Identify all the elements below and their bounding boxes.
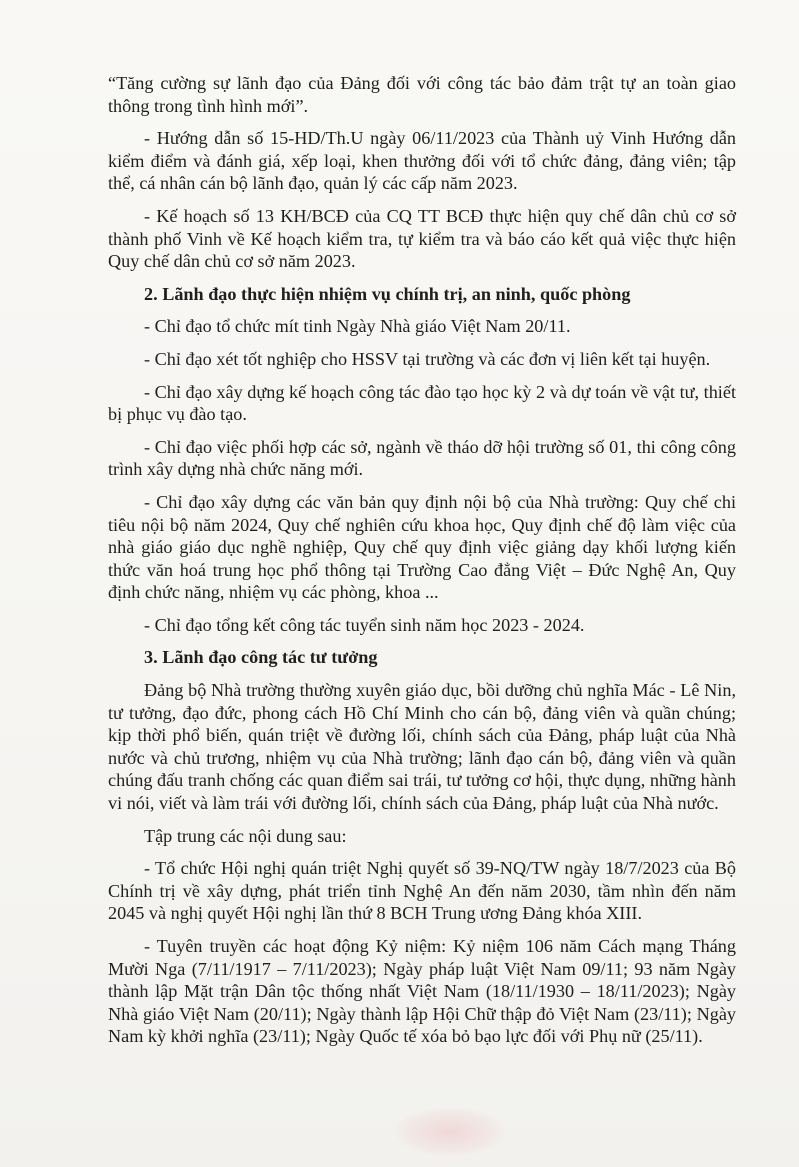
section3-focus: Tập trung các nội dung sau:	[144, 825, 347, 846]
continuation-paragraph: “Tăng cường sự lãnh đạo của Đảng đối với công tác bảo đảm trật tự an toàn giao thông trong tình hình mới”.	[108, 73, 736, 116]
section2-item: - Chỉ đạo xây dựng các văn bản quy định nội bộ của Nhà trường: Quy chế chi tiêu nội bộ năm 2024, Quy chế nghiên cứu khoa học, Quy định chế độ làm việc của nhà giáo giáo dục nghề nghiệp, Quy chế quy định việc giảng dạy khối lượng kiến thức văn hoá trung học phổ thông tại Trường Cao đẳng Việt – Đức Nghệ An, Quy định chức năng, nhiệm vụ các phòng, khoa ...	[108, 491, 736, 603]
section2-item: - Chỉ đạo tổng kết công tác tuyển sinh năm học 2023 - 2024.	[144, 614, 585, 635]
section3-heading: 3. Lãnh đạo công tác tư tưởng	[144, 647, 378, 668]
section3-item: - Tổ chức Hội nghị quán triệt Nghị quyết số 39-NQ/TW ngày 18/7/2023 của Bộ Chính trị về xây dựng, phát triển tỉnh Nghệ An đến năm 2030, tầm nhìn đến năm 2045 và nghị quyết Hội nghị lần thứ 8 BCH Trung ương Đảng khóa XIII.	[108, 858, 736, 924]
section2-item: - Chỉ đạo việc phối hợp các sở, ngành về tháo dỡ hội trường số 01, thi công công trình xây dựng nhà chức năng mới.	[108, 436, 736, 480]
section3-item: - Tuyên truyền các hoạt động Kỷ niệm: Kỷ niệm 106 năm Cách mạng Tháng Mười Nga (7/11/1917 – 7/11/2023); Ngày pháp luật Việt Nam 09/11; 93 năm Ngày thành lập Mặt trận Dân tộc thống nhất Việt Nam (18/11/1930 – 18/11/2023); Ngày Nhà giáo Việt Nam (20/11); Ngày thành lập Hội Chữ thập đỏ Việt Nam (23/11); Ngày Nam kỳ khởi nghĩa (23/11); Ngày Quốc tế xóa bỏ bạo lực đối với Phụ nữ (25/11).	[108, 936, 736, 1047]
document-body	[108, 72, 736, 1058]
section3-intro: Đảng bộ Nhà trường thường xuyên giáo dục, bồi dưỡng chủ nghĩa Mác - Lê Nin, tư tưởng, đạo đức, phong cách Hồ Chí Minh cho cán bộ, đảng viên và quần chúng; kịp thời phổ biến, quán triệt về đường lối, chính sách của Đảng, pháp luật của Nhà nước và chủ trương, nhiệm vụ của Nhà trường; lãnh đạo cán bộ, đảng viên và quần chúng đấu tranh chống các quan điểm sai trái, tư tưởng cơ hội, thực dụng, những hành vi nói, viết và làm trái với đường lối, chính sách của Đảng, pháp luật của Nhà nước.	[108, 680, 736, 814]
section1-item: - Kế hoạch số 13 KH/BCĐ của CQ TT BCĐ thực hiện quy chế dân chủ cơ sở thành phố Vinh về Kế hoạch kiểm tra, tự kiểm tra và báo cáo kết quả việc thực hiện Quy chế dân chủ cơ sở năm 2023.	[108, 205, 736, 272]
section2-heading: 2. Lãnh đạo thực hiện nhiệm vụ chính trị, an ninh, quốc phòng	[144, 283, 631, 304]
paper-stain	[395, 1108, 505, 1156]
section2-item: - Chỉ đạo xây dựng kế hoạch công tác đào tạo học kỳ 2 và dự toán về vật tư, thiết bị phục vụ đào tạo.	[108, 381, 736, 425]
section2-item: - Chỉ đạo xét tốt nghiệp cho HSSV tại trường và các đơn vị liên kết tại huyện.	[144, 348, 711, 369]
section1-item: - Hướng dẫn số 15-HD/Th.U ngày 06/11/2023 của Thành uỷ Vinh Hướng dẫn kiểm điểm và đánh giá, xếp loại, khen thưởng đối với tổ chức đảng, đảng viên; tập thể, cá nhân cán bộ lãnh đạo, quản lý các cấp năm 2023.	[108, 128, 736, 194]
section2-item: - Chỉ đạo tổ chức mít tinh Ngày Nhà giáo Việt Nam 20/11.	[144, 316, 571, 337]
